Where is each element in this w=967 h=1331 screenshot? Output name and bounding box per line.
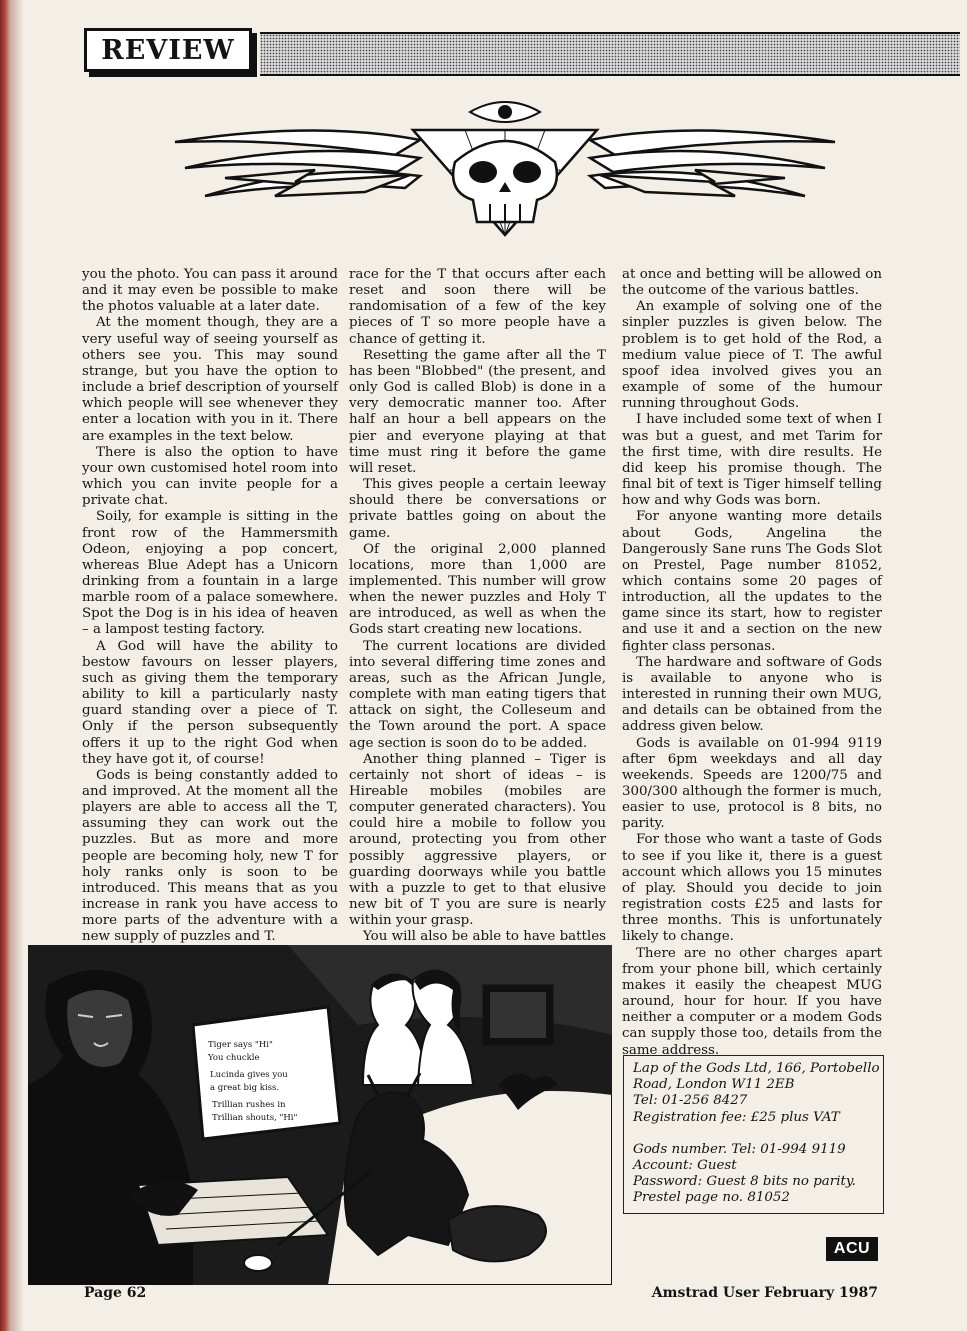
winged-skull-emblem <box>165 100 845 240</box>
info-line: Road, London W11 2EB <box>633 1077 795 1093</box>
acu-badge: ACU <box>826 1237 878 1261</box>
gamer-illustration <box>28 945 612 1285</box>
paragraph: Another thing planned – Tiger is certainly not short of ideas – is Hireable mobiles (mobiles are computer generated characters). You could hire a mobile to follow you around, protecting you from other possibly aggressive players, or guarding doorways while you battle with a puzzle to get to that elusive new bit of T you are sure is nearly within your grasp. <box>349 751 606 929</box>
info-line: Lap of the Gods Ltd, 166, Portobello <box>633 1061 880 1076</box>
paragraph: At the moment though, they are a very useful way of seeing yourself as others see you. This may sound strange, but you have the option to include a brief description of yourself which people will see whenever they enter a location with you in it. There are examples in the text below. <box>82 315 338 444</box>
info-line: Gods number. Tel: 01-994 9119 <box>633 1141 846 1157</box>
screen-text-line: Trillian shouts, "Hi" <box>212 1113 298 1123</box>
section-label: REVIEW <box>84 28 252 72</box>
paragraph: A God will have the ability to bestow favours on lesser players, such as giving them the temporary ability to kill a particularly nasty guard standing over a piece of T. Only if the person subsequently offers it up to the right God when they have got it, of course! <box>82 638 338 767</box>
paragraph: You will also be able to have battles <box>363 929 606 945</box>
paragraph: Soily, for example is sitting in the front row of the Hammersmith Odeon, enjoying a pop concert, whereas Blue Adept has a Unicorn drinking from a fountain in a large marble room of a palace somewhere. Spot the Dog is in his idea of heaven – a lampost testing factory. <box>82 509 338 638</box>
text-column-2 <box>349 267 606 1010</box>
page-number: Page 62 <box>84 1285 147 1301</box>
paragraph: This gives people a certain leeway should there be conversations or private battles going on about the game. <box>349 477 606 541</box>
info-spacer <box>633 1126 874 1142</box>
screen-text-line: Tiger says "Hi" <box>208 1040 273 1050</box>
screen-text-line: a great big kiss. <box>210 1083 280 1093</box>
paragraph: The current locations are divided into several differing time zones and areas, such as the African Jungle, complete with man eating tigers that attack on sight, the Colleseum and the Town around the port. A space age section is soon do to be added. <box>349 638 606 751</box>
info-line: Account: Guest <box>633 1158 737 1174</box>
paragraph: Gods is available on 01-994 9119 after 6pm weekdays and all day weekends. Speeds are 1200/75 and 300/300 although the former is much, easier to use, protocol is 8 bits, no parity. <box>622 735 882 832</box>
text-column-1 <box>82 267 338 978</box>
paragraph: race for the T that occurs after each reset and soon there will be randomisation of a few of the key pieces of T so more people have a chance of getting it. <box>349 267 606 347</box>
paragraph: There is also the option to have your own customised hotel room into which you can invite people for a private chat. <box>82 444 338 509</box>
paragraph: There are no other charges apart from your phone bill, which certainly makes it easily the cheapest MUG around, hour for hour. If you have neither a computer or a modem Gods can supply those too, details from the same address. <box>622 945 882 1058</box>
text-column-3 <box>622 267 882 1059</box>
section-header <box>84 26 960 80</box>
page-binding-edge <box>0 0 24 1331</box>
info-line: Password: Guest 8 bits no parity. <box>633 1174 856 1190</box>
screen-text-line: Lucinda gives you <box>210 1070 288 1080</box>
magazine-footer: Amstrad User February 1987 <box>651 1285 878 1301</box>
paragraph: at once and betting will be allowed on the outcome of the various battles. <box>622 267 882 299</box>
paragraph: Resetting the game after all the T has been "Blobbed" (the present, and only God is called Blob) is done in a very democratic manner too. After half an hour a bell appears on the pier and everyone playing at that time must ring it before the game will reset. <box>349 347 606 476</box>
paragraph: For those who want a taste of Gods to see if you like it, there is a guest account which allows you 15 minutes of play. Should you decide to join registration costs £25 and lasts for three months. This is unfortunately likely to change. <box>622 832 882 945</box>
paragraph: Gods is being constantly added to and improved. At the moment all the players are able to access all the T, assuming they can work out the puzzles. But as more and more people are becoming holy, new T for holy ranks only is soon to be introduced. This means that as you increase in rank you have access to more parts of the adventure with a new supply of puzzles and T. <box>82 767 338 945</box>
contact-info-box <box>623 1055 884 1214</box>
info-line: Tel: 01-256 8427 <box>633 1093 748 1109</box>
header-halftone-bar <box>260 32 960 76</box>
info-line: Registration fee: £25 plus VAT <box>633 1109 840 1125</box>
paragraph: The hardware and software of Gods is available to anyone who is interested in running their own MUG, and details can be obtained from the address given below. <box>622 654 882 735</box>
screen-text-line: You chuckle <box>208 1053 260 1063</box>
info-line: Prestel page no. 81052 <box>633 1190 790 1206</box>
paragraph: For anyone wanting more details about Gods, Angelina the Dangerously Sane runs The Gods Slot on Prestel, Page number 81052, which contains some 20 pages of introduction, all the updates to the game since its start, how to register and use it and a section on the new fighter class personas. <box>622 509 882 654</box>
paragraph: I have included some text of when I was but a guest, and met Tarim for the first time, with dire results. He did keep his promise though. The final bit of text is Tiger himself telling how and why Gods was born. <box>622 412 882 509</box>
paragraph: Of the original 2,000 planned locations, more than 1,000 are implemented. This number will grow when the newer puzzles and Holy T are introduced, as well as when the Gods start creating new locations. <box>349 541 606 638</box>
paragraph: you the photo. You can pass it around and it may even be possible to make the photos valuable at a later date. <box>82 267 338 315</box>
paragraph: An example of solving one of the sinpler puzzles is given below. The problem is to get hold of the Rod, a medium value piece of T. The awful spoof idea involved gives you an example of some of the humour running throughout Gods. <box>622 299 882 412</box>
screen-text-line: Trillian rushes in <box>212 1100 286 1110</box>
